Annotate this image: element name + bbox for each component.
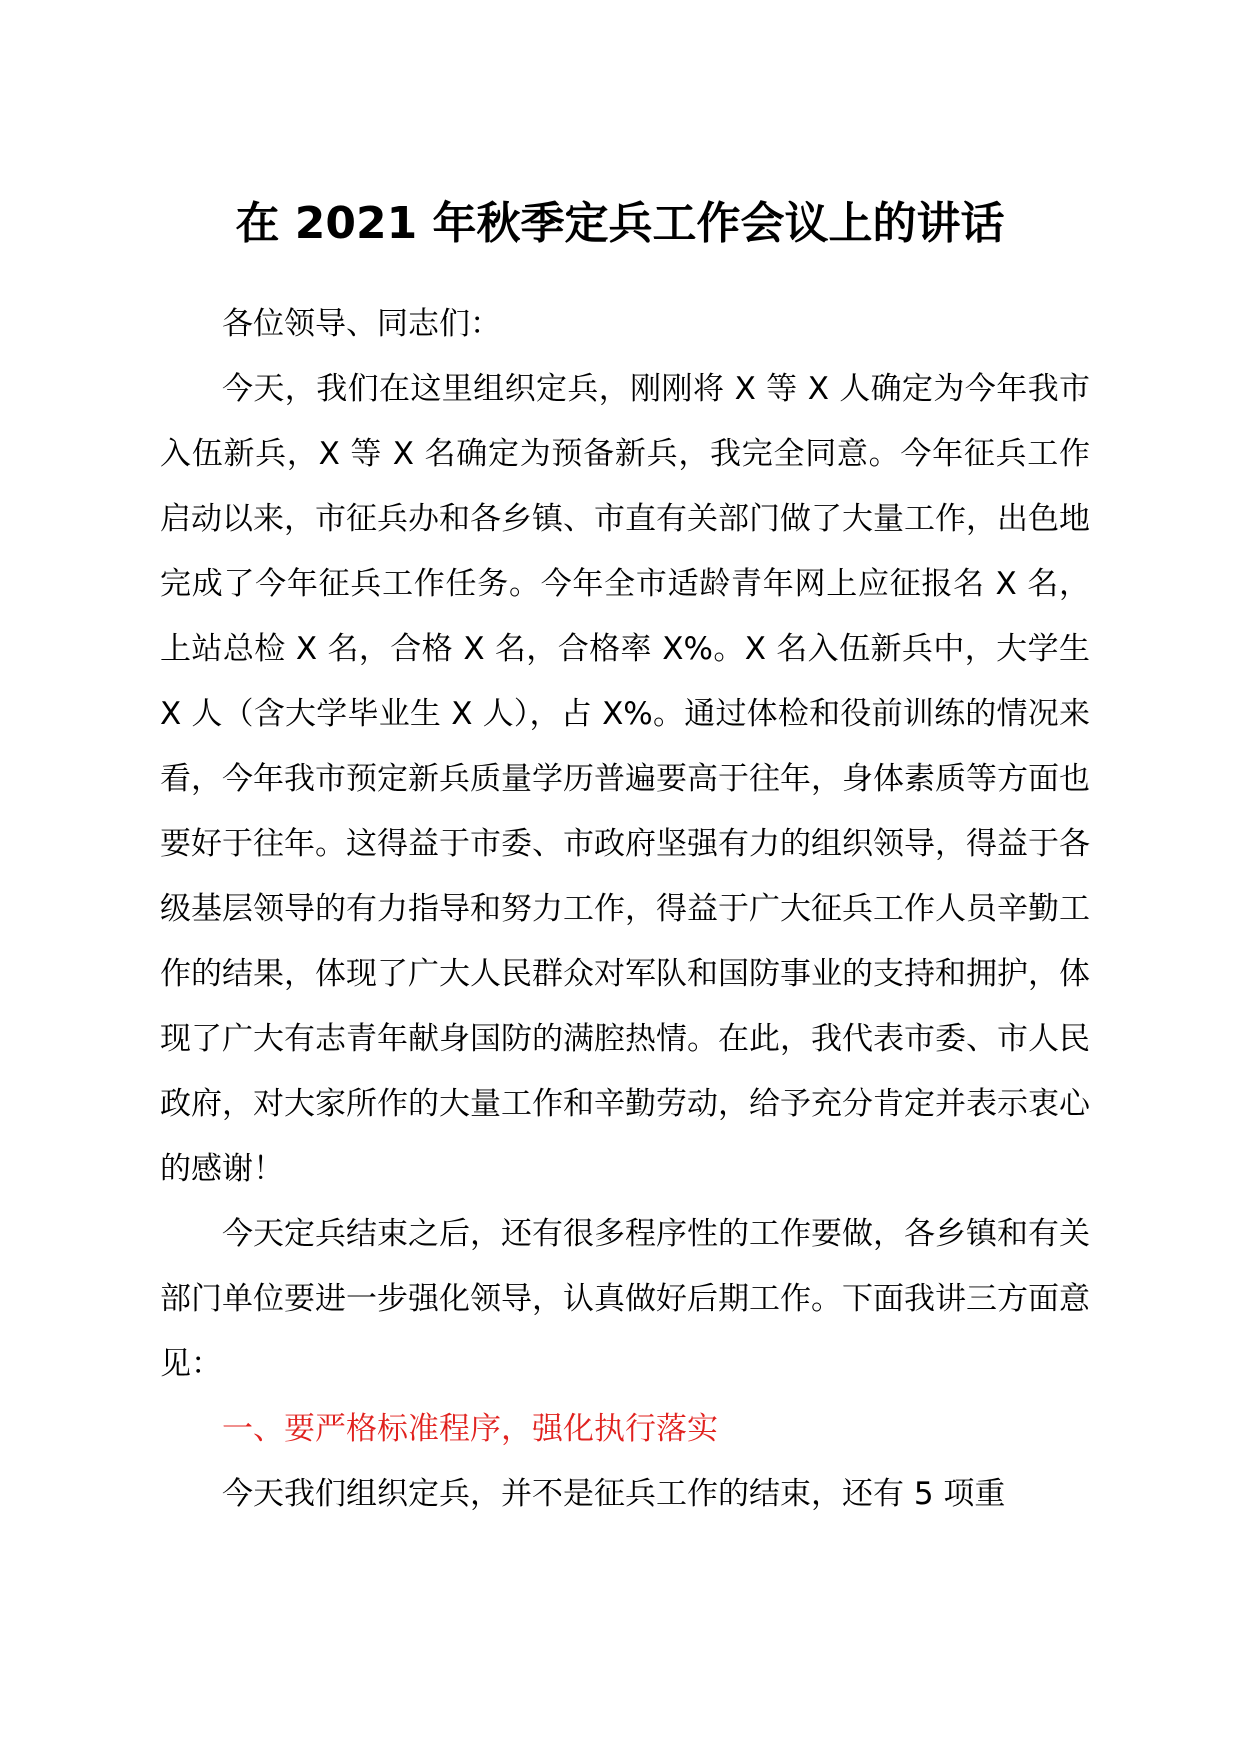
paragraph-1: 今天，我们在这里组织定兵，刚刚将 X 等 X 人确定为今年我市入伍新兵，X 等 X 名确定为预备新兵，我完全同意。今年征兵工作启动以来，市征兵办和各乡镇、市直有关部门做了大量工作，出色地完成了今年征兵工作任务。今年全市适龄青年网上应征报名 X 名，上站总检 X 名，合格 X 名，合格率 X%。X 名入伍新兵中，大学生 X 人（含大学毕业生 X 人），占 X%。通过体检和役前训练的情况来看，今年我市预定新兵质量学历普遍要高于往年，身体素质等方面也要好于往年。这得益于市委、市政府坚强有力的组织领导，得益于各级基层领导的有力指导和努力工作，得益于广大征兵工作人员辛勤工作的结果，体现了广大人民群众对军队和国防事业的支持和拥护，体现了广大有志青年献身国防的满腔热情。在此，我代表市委、市人民政府，对大家所作的大量工作和辛勤劳动，给予充分肯定并表示衷心的感谢！: [160, 371, 1090, 1187]
paragraph-2: 今天定兵结束之后，还有很多程序性的工作要做，各乡镇和有关部门单位要进一步强化领导，认真做好后期工作。下面我讲三方面意见：: [160, 1216, 1090, 1382]
document-title: 在 2021 年秋季定兵工作会议上的讲话: [235, 198, 1005, 249]
salutation: 各位领导、同志们：: [222, 306, 501, 342]
document-body: [160, 292, 1090, 1527]
paragraph-3: 今天我们组织定兵，并不是征兵工作的结束，还有 5 项重: [222, 1476, 1006, 1512]
section-heading-1: 一、要严格标准程序，强化执行落实: [222, 1411, 718, 1447]
